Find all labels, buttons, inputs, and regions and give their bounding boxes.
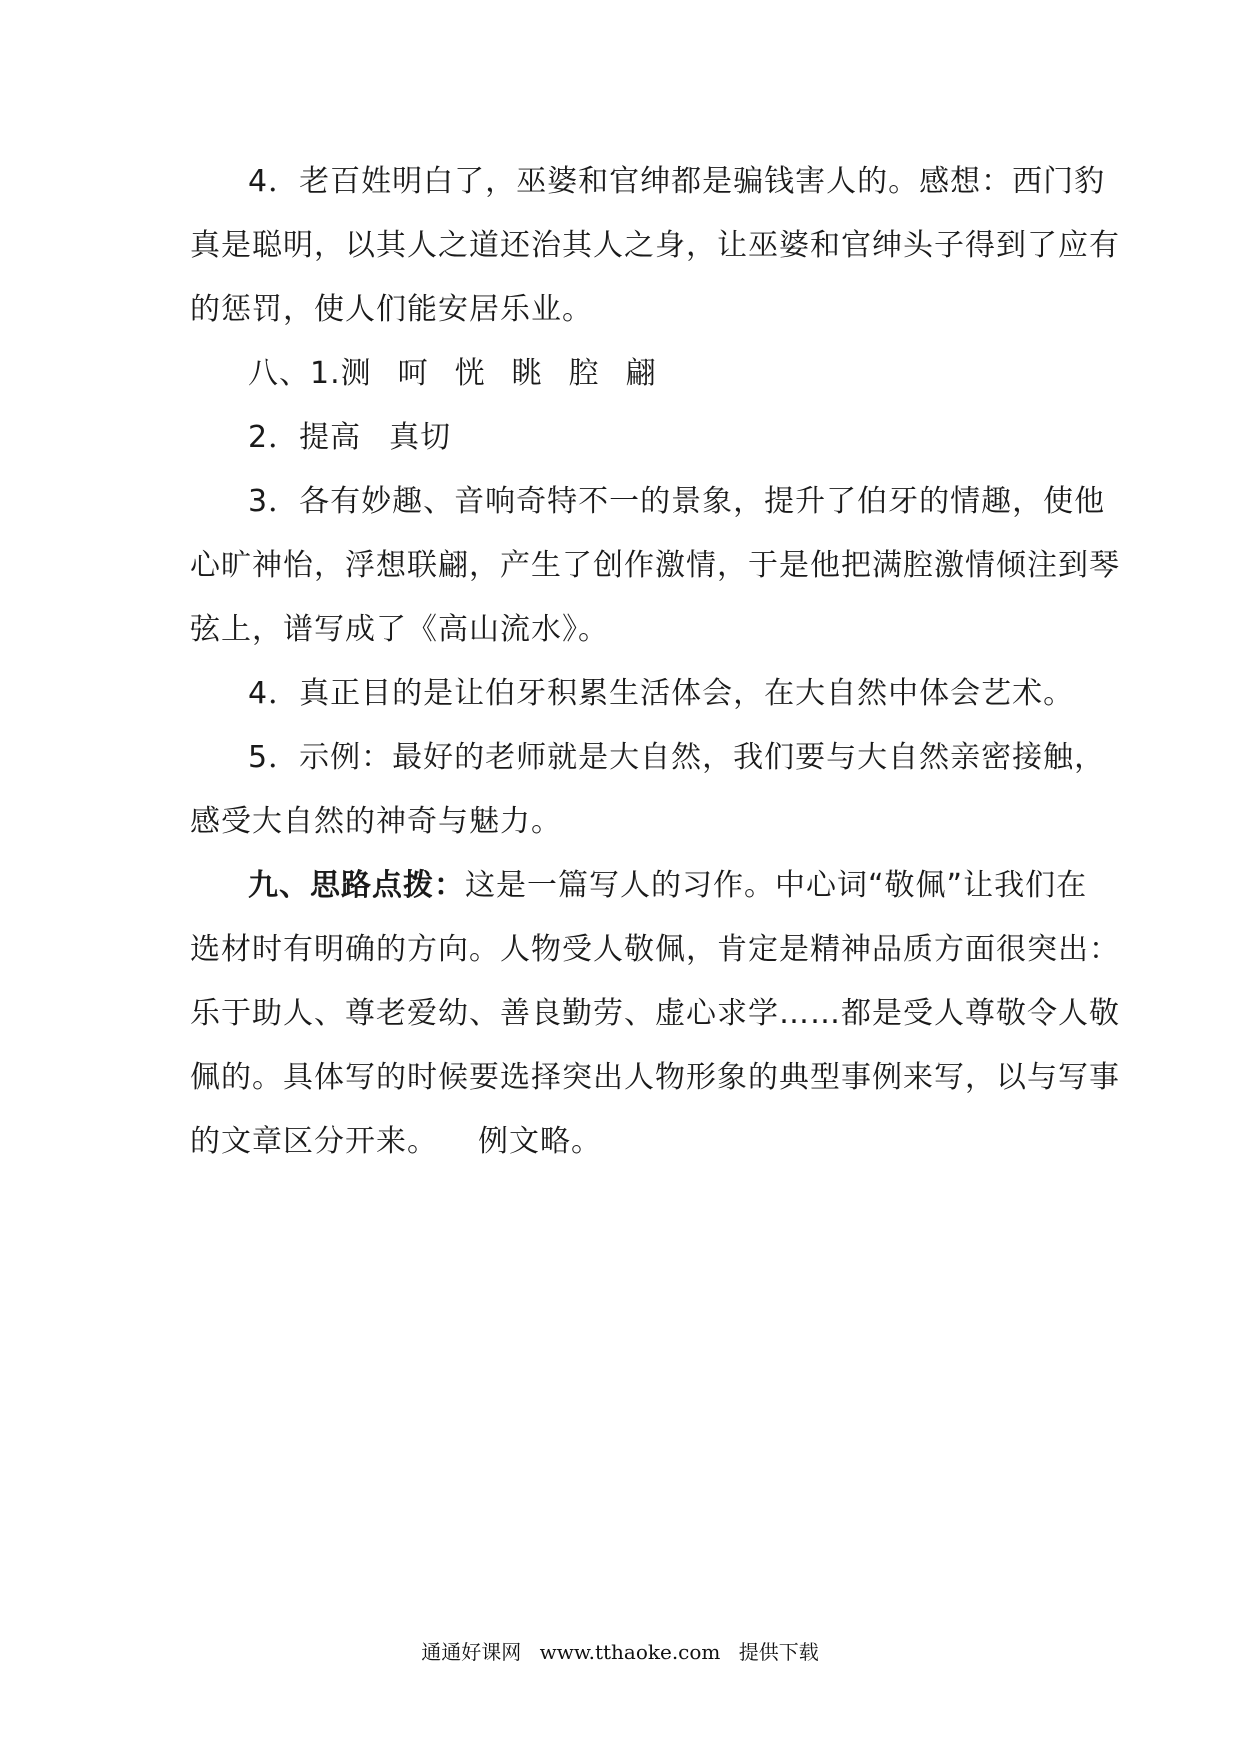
paragraph-line: 选材时有明确的方向。人物受人敬佩，肯定是精神品质方面很突出： <box>190 932 1120 967</box>
answer-char: 恍 <box>454 356 486 391</box>
paragraph-line: 佩的。具体写的时候要选择突出人物形象的典型事例来写，以与写事 <box>190 1060 1120 1095</box>
paragraph-line: 心旷神怡，浮想联翩，产生了创作激情，于是他把满腔激情倾注到琴 <box>190 548 1120 583</box>
paragraph-line: 乐于助人、尊老爱幼、善良勤劳、虚心求学……都是受人尊敬令人敬 <box>190 996 1120 1031</box>
paragraph-line: 4．真正目的是让伯牙积累生活体会，在大自然中体会艺术。 <box>248 676 1075 711</box>
paragraph-line: 5．示例：最好的老师就是大自然，我们要与大自然亲密接触， <box>248 740 1106 775</box>
section-9-text: 这是一篇写人的习作。中心词“敬佩”让我们在 <box>465 868 1088 903</box>
paragraph-line: 感受大自然的神奇与魅力。 <box>190 804 562 839</box>
answer-char: 呵 <box>397 356 429 391</box>
section-8-item-2 <box>190 406 1060 470</box>
footer-suffix: 提供下载 <box>738 1640 819 1664</box>
section-9-last-line <box>190 1110 1060 1174</box>
section-9-heading: 九、思路点拨： <box>248 868 465 903</box>
answer-char: 测 <box>340 356 372 391</box>
answer-word: 真切 <box>389 420 452 455</box>
item-prefix: 八、1. <box>248 356 341 391</box>
answer-char: 腔 <box>568 356 600 391</box>
section-8-item-1 <box>190 342 1060 406</box>
footer-site-name: 通通好课网 <box>421 1640 522 1664</box>
answer-char: 翩 <box>625 356 657 391</box>
document-page <box>190 150 1120 1174</box>
section-9-first-line <box>190 854 1088 918</box>
sample-omitted-note: 例文略。 <box>478 1124 602 1159</box>
paragraph-line: 真是聪明，以其人之道还治其人之身，让巫婆和官绅头子得到了应有 <box>190 228 1120 263</box>
paragraph-line: 3．各有妙趣、音响奇特不一的景象，提升了伯牙的情趣，使他 <box>248 484 1106 519</box>
section-9-text: 的文章区分开来。 <box>190 1124 438 1159</box>
paragraph-line: 的惩罚，使人们能安居乐业。 <box>190 292 593 327</box>
answer-word: 提高 <box>299 420 362 455</box>
page-footer <box>0 1636 1240 1665</box>
paragraph-line: 4．老百姓明白了，巫婆和官绅都是骗钱害人的。感想：西门豹 <box>248 164 1106 199</box>
footer-url[interactable]: www.tthaoke.com <box>539 1640 721 1664</box>
item-prefix: 2． <box>248 420 300 455</box>
answer-char: 眺 <box>511 356 543 391</box>
paragraph-line: 弦上，谱写成了《高山流水》。 <box>190 612 609 647</box>
